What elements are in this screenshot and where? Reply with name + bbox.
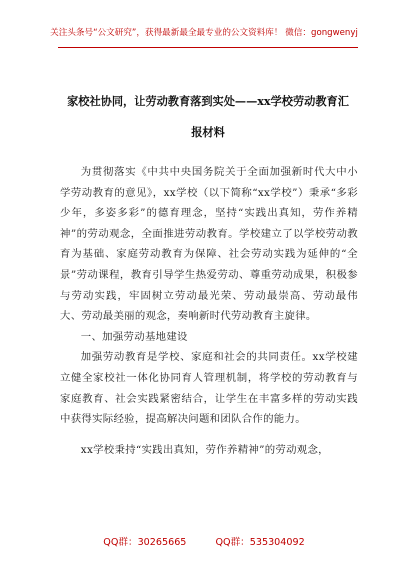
document-title-line-1: 家校社协同，让劳动教育落到实处——xx学校劳动教育汇	[67, 94, 349, 108]
paragraph-section-1: 加强劳动教育是学校、家庭和社会的共同责任。xx学校建立健全家校社一体化协同育人管理机制，将学校的劳动教育与家庭教育、社会实践紧密结合，让学生在丰富多样的劳动实践中获得实际经验，提高解决问题和团队合作的能力。	[60, 351, 358, 426]
footer-qq-group-1: QQ群：30265665	[103, 537, 187, 548]
paragraph-intro: 为贯彻落实《中共中央国务院关于全面加强新时代大中小学劳动教育的意见》，xx学校（以下简称“xx学校”）秉承“多彩少年，多姿多彩”的德育理念，坚持“实践出真知，劳作养精神”的劳动观念，全面推进劳动教育。学校建立了以学校劳动教育为基础、家庭劳动教育为保障、社会劳动实践为延伸的“全景”劳动课程，教育引导学生热爱劳动、尊重劳动成果，积极参与劳动实践，牢固树立劳动最光荣、劳动最崇高、劳动最伟大、劳动最美丽的观念，奏响新时代劳动教育主旋律。	[60, 166, 358, 323]
header-divider	[58, 47, 358, 48]
paragraph-section-2: xx学校秉持“实践出真知，劳作养精神”的劳动观念，	[80, 443, 329, 456]
header-note: 关注头条号“公文研究”，获得最新最全最专业的公文资料库！ 微信：gongwenyj	[50, 28, 358, 38]
document-title-line-2: 报材料	[191, 125, 225, 139]
section-heading: 一、加强劳动基地建设	[80, 330, 188, 343]
document-body	[60, 146, 358, 460]
footer-contacts	[0, 534, 408, 548]
footer-qq-group-2: QQ群：535304092	[215, 537, 305, 548]
